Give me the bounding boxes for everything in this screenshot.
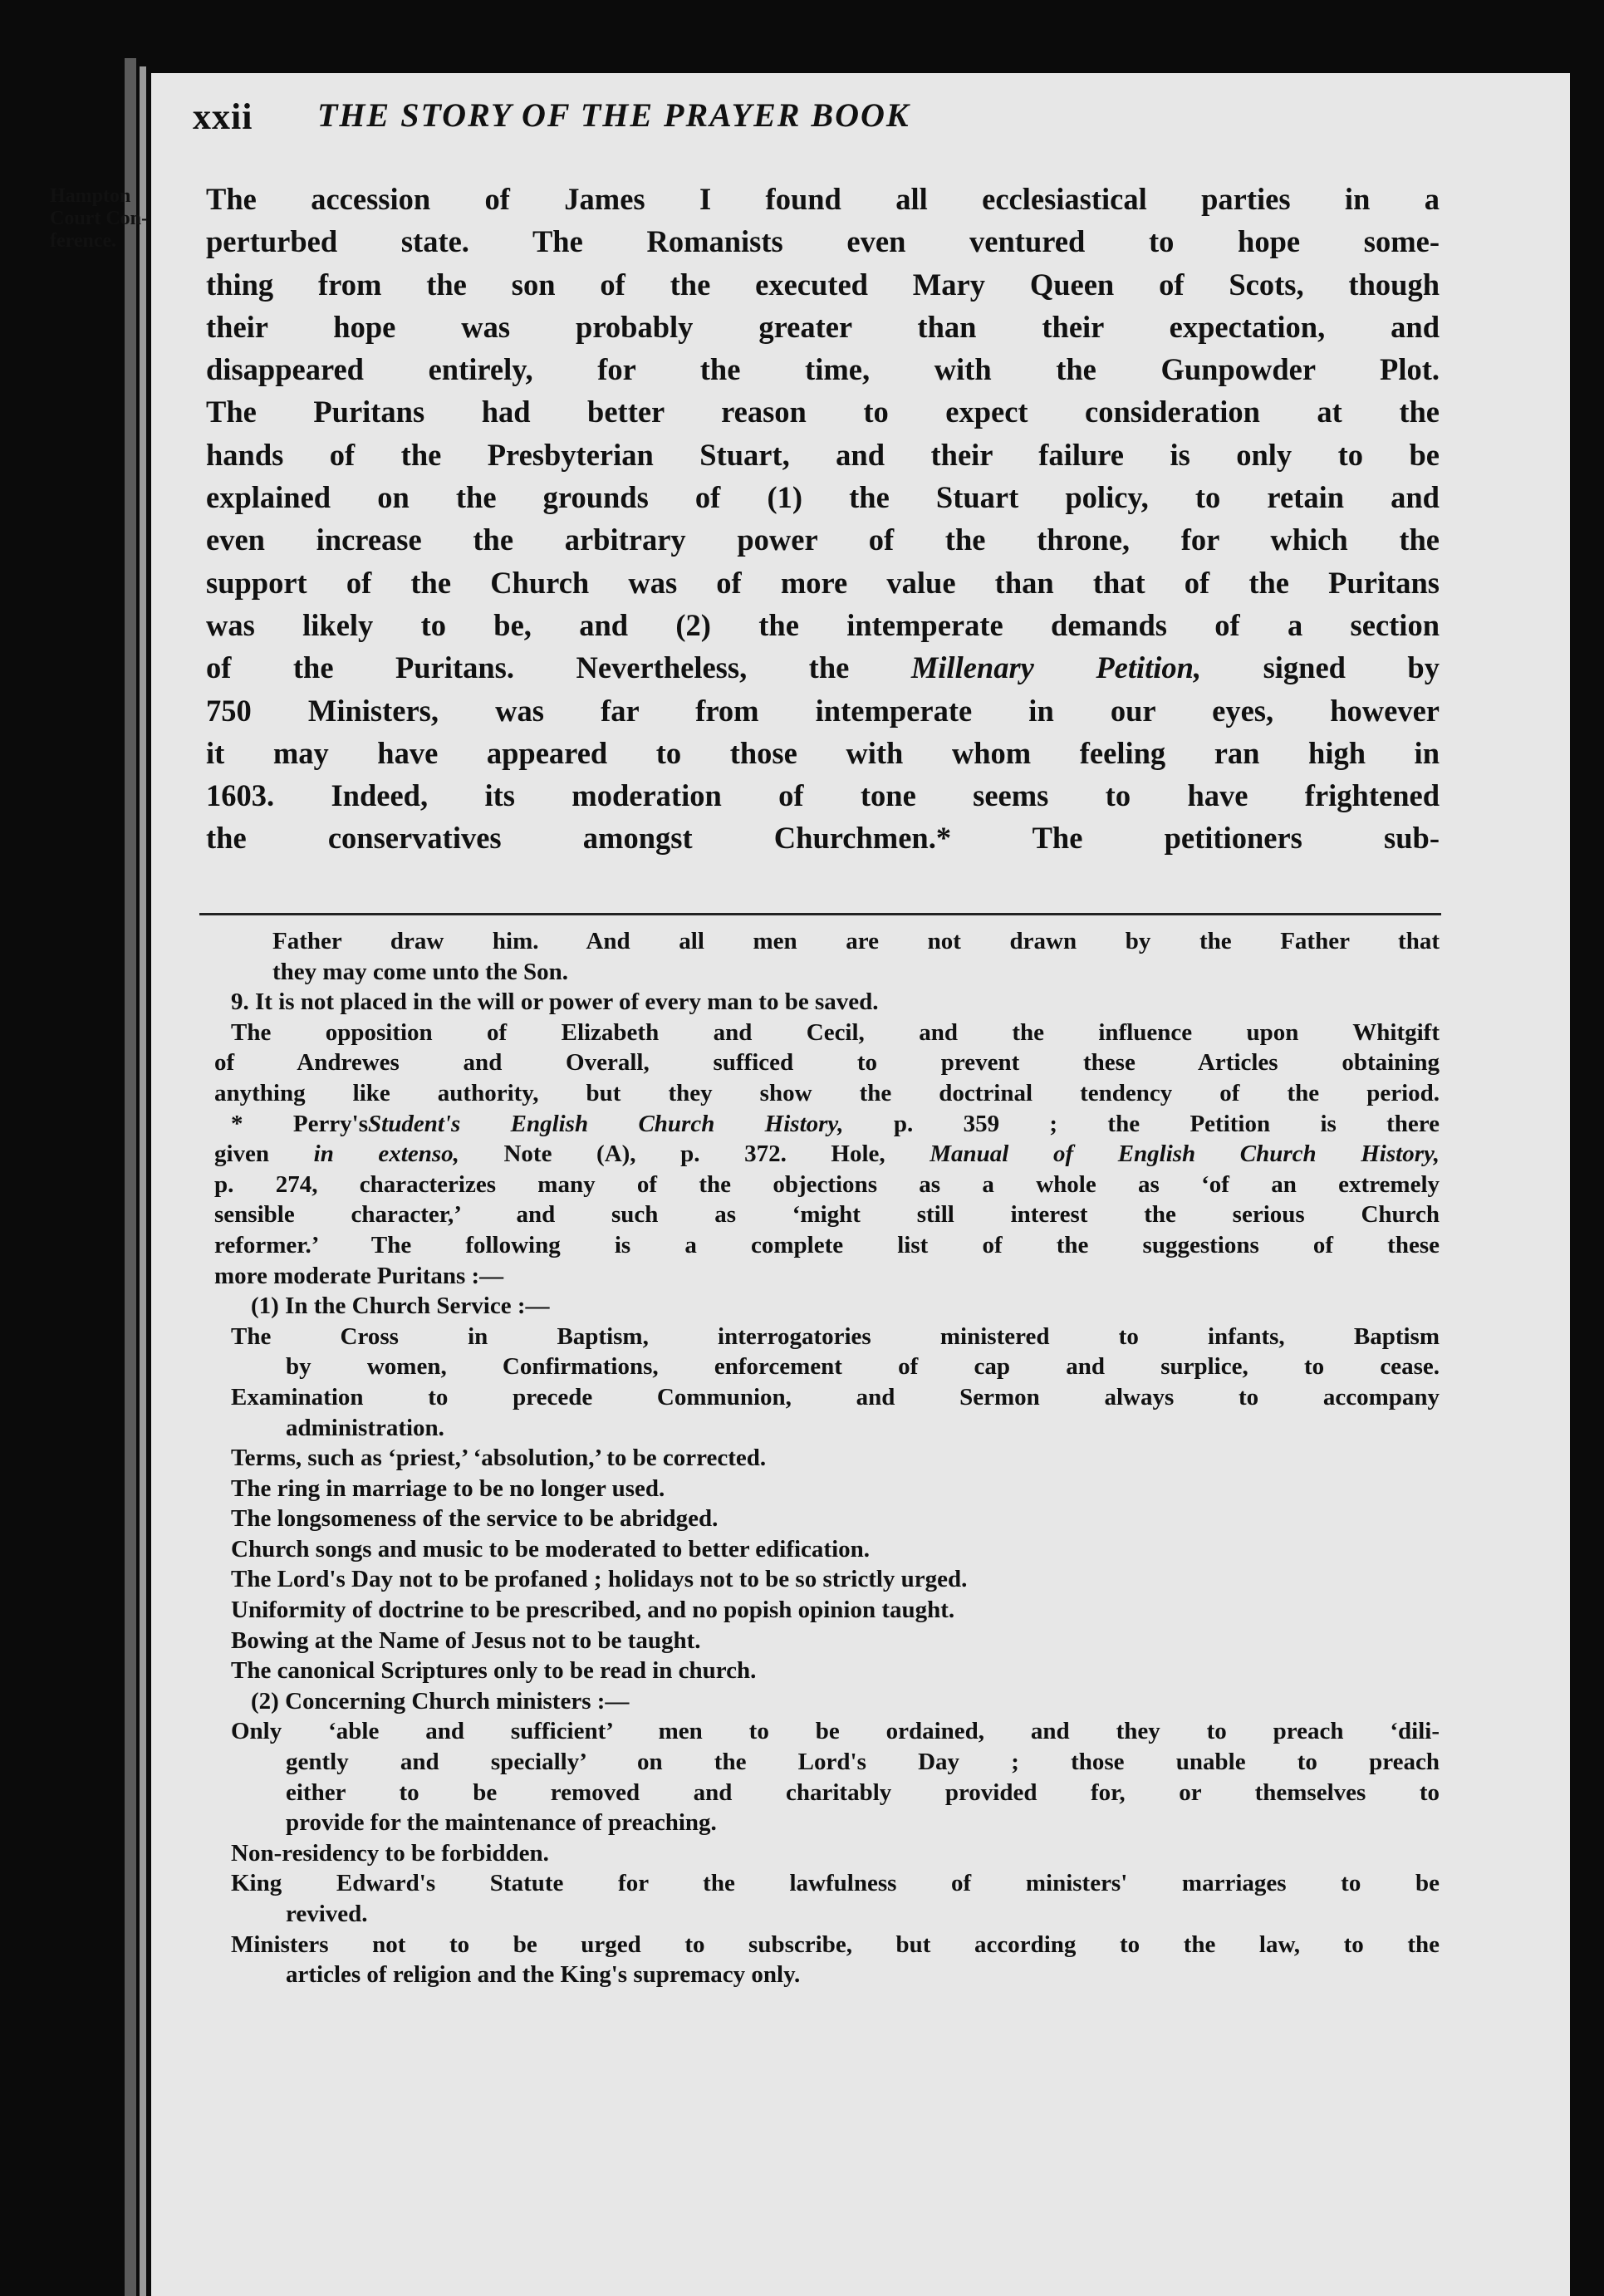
body-line: it may have appeared to those with whom feeling ran high in: [206, 735, 1440, 770]
body-line-millenary: [206, 646, 1440, 689]
footnote-list-item: King Edward's Statute for the lawfulness of ministers' marriages to be: [231, 1870, 1440, 1897]
footnote-list-continuation: by women, Confirmations, enforcement of cap and surplice, to cease.: [286, 1353, 1440, 1381]
scan-binding-shadow: [140, 66, 146, 2296]
footnote-list-item: Terms, such as ‘priest,’ ‘absolution,’ to be corrected.: [231, 1445, 767, 1472]
footnote-list-continuation: revived.: [286, 1901, 368, 1927]
footnote-perry-line: [214, 1109, 1440, 1140]
margin-note-line: ference.: [50, 230, 117, 252]
footnote-line: 9. It is not placed in the will or power of every man to be saved.: [231, 989, 879, 1016]
body-line: The Puritans had better reason to expect consideration at the: [206, 395, 1440, 429]
footnote-list-item: Church songs and music to be moderated to better edification.: [231, 1535, 871, 1563]
student-history-title: Student's English Church History,: [368, 1110, 844, 1137]
footnote-section-heading: (2) Concerning Church ministers :—: [251, 1687, 630, 1715]
footnote-text-run: Note (A), p. 372. Hole,: [503, 1141, 885, 1168]
footnote-list-item: Bowing at the Name of Jesus not to be taught.: [231, 1626, 701, 1654]
margin-note: [50, 185, 174, 253]
footnote-list-continuation: either to be removed and charitably provided for, or themselves to: [286, 1778, 1440, 1806]
scan-binding-edge: [125, 58, 136, 2296]
page-number: xxii: [193, 96, 253, 137]
in-extenso: in extenso,: [313, 1141, 459, 1168]
page-header: [193, 96, 1356, 145]
footnote-list-item: The longsomeness of the service to be abridged.: [231, 1505, 719, 1533]
margin-note-line: Hampton: [50, 185, 131, 207]
footnote-line: they may come unto the Son.: [272, 958, 569, 985]
footnote-text-run: p. 359 ; the Petition is there: [893, 1110, 1440, 1137]
footnote-list-item: The Cross in Baptism, interrogatories ministered to infants, Baptism: [231, 1322, 1440, 1350]
body-line: 1603. Indeed, its moderation of tone seems to have frightened: [206, 778, 1440, 813]
main-text: [206, 178, 1440, 860]
body-text-run: of the Puritans. Nevertheless, the: [206, 650, 850, 685]
running-head: THE STORY OF THE PRAYER BOOK: [317, 96, 910, 134]
body-line: support of the Church was of more value than that of the Puritans: [206, 565, 1440, 600]
footnote-list-item: Only ‘able and sufficient’ men to be ordained, and they to preach ‘dili-: [231, 1718, 1440, 1745]
body-line: disappeared entirely, for the time, with the Gunpowder Plot.: [206, 352, 1440, 387]
footnote-list-continuation: provide for the maintenance of preaching.: [286, 1809, 717, 1837]
footnote-text-run: given: [214, 1141, 270, 1168]
body-line: was likely to be, and (2) the intemperate demands of a section: [206, 607, 1440, 642]
footnote-list-item: The ring in marriage to be no longer used.: [231, 1474, 665, 1502]
footnote-list-item: Examination to precede Communion, and Sermon always to accompany: [231, 1383, 1440, 1410]
body-text-run: signed by: [1263, 650, 1440, 685]
footnote-list-item: Uniformity of doctrine to be prescribed, and no popish opinion taught.: [231, 1597, 955, 1624]
footnote-line: anything like authority, but they show the doctrinal tendency of the period.: [214, 1079, 1440, 1106]
body-line: explained on the grounds of (1) the Stuart policy, to retain and: [206, 480, 1440, 515]
footnote-line: Father draw him. And all men are not drawn by the Father that: [272, 928, 1440, 954]
body-line: thing from the son of the executed Mary Queen of Scots, though: [206, 267, 1440, 302]
footnote-list-continuation: articles of religion and the King's supremacy only.: [286, 1961, 801, 1989]
body-line: their hope was probably greater than their expectation, and: [206, 309, 1440, 344]
footnote-section-heading: (1) In the Church Service :—: [251, 1293, 550, 1320]
millenary-petition-title: Millenary Petition,: [910, 650, 1202, 685]
footnote-rule: [199, 913, 1441, 915]
footnote-line: p. 274, characterizes many of the objections as a whole as ‘of an extremely: [214, 1170, 1440, 1198]
footnote-line: reformer.’ The following is a complete list of the suggestions of these: [214, 1231, 1440, 1258]
footnote-list-item: The canonical Scriptures only to be read in church.: [231, 1657, 757, 1685]
footnote-line: of Andrewes and Overall, sufficed to prevent these Articles obtaining: [214, 1049, 1440, 1077]
footnote-text-run: * Perry's: [231, 1110, 369, 1137]
footnote-line: sensible character,’ and such as ‘might still interest the serious Church: [214, 1201, 1440, 1229]
body-line: 750 Ministers, was far from intemperate in our eyes, however: [206, 693, 1440, 728]
body-line: the conservatives amongst Churchmen.* The petitioners sub-: [206, 821, 1440, 856]
body-line: The accession of James I found all ecclesiastical parties in a: [206, 182, 1440, 216]
manual-history-title: Manual of English Church History,: [930, 1141, 1440, 1168]
footnote-line: The opposition of Elizabeth and Cecil, and the influence upon Whitgift: [231, 1018, 1440, 1046]
footnotes: [214, 926, 1440, 1990]
footnote-given-line: [214, 1139, 1440, 1170]
footnote-list-item: The Lord's Day not to be profaned ; holidays not to be so strictly urged.: [231, 1566, 968, 1593]
body-line: even increase the arbitrary power of the throne, for which the: [206, 522, 1440, 557]
footnote-line: more moderate Puritans :—: [214, 1262, 504, 1289]
footnote-list-item: Non-residency to be forbidden.: [231, 1839, 549, 1867]
body-line: perturbed state. The Romanists even ventured to hope some-: [206, 224, 1440, 259]
footnote-list-continuation: administration.: [286, 1414, 444, 1441]
body-line: hands of the Presbyterian Stuart, and their failure is only to be: [206, 437, 1440, 472]
footnote-list-continuation: gently and specially’ on the Lord's Day ; those unable to preach: [286, 1749, 1440, 1776]
margin-note-line: Court Con-: [50, 208, 148, 229]
footnote-list-item: Ministers not to be urged to subscribe, but according to the law, to the: [231, 1931, 1440, 1958]
